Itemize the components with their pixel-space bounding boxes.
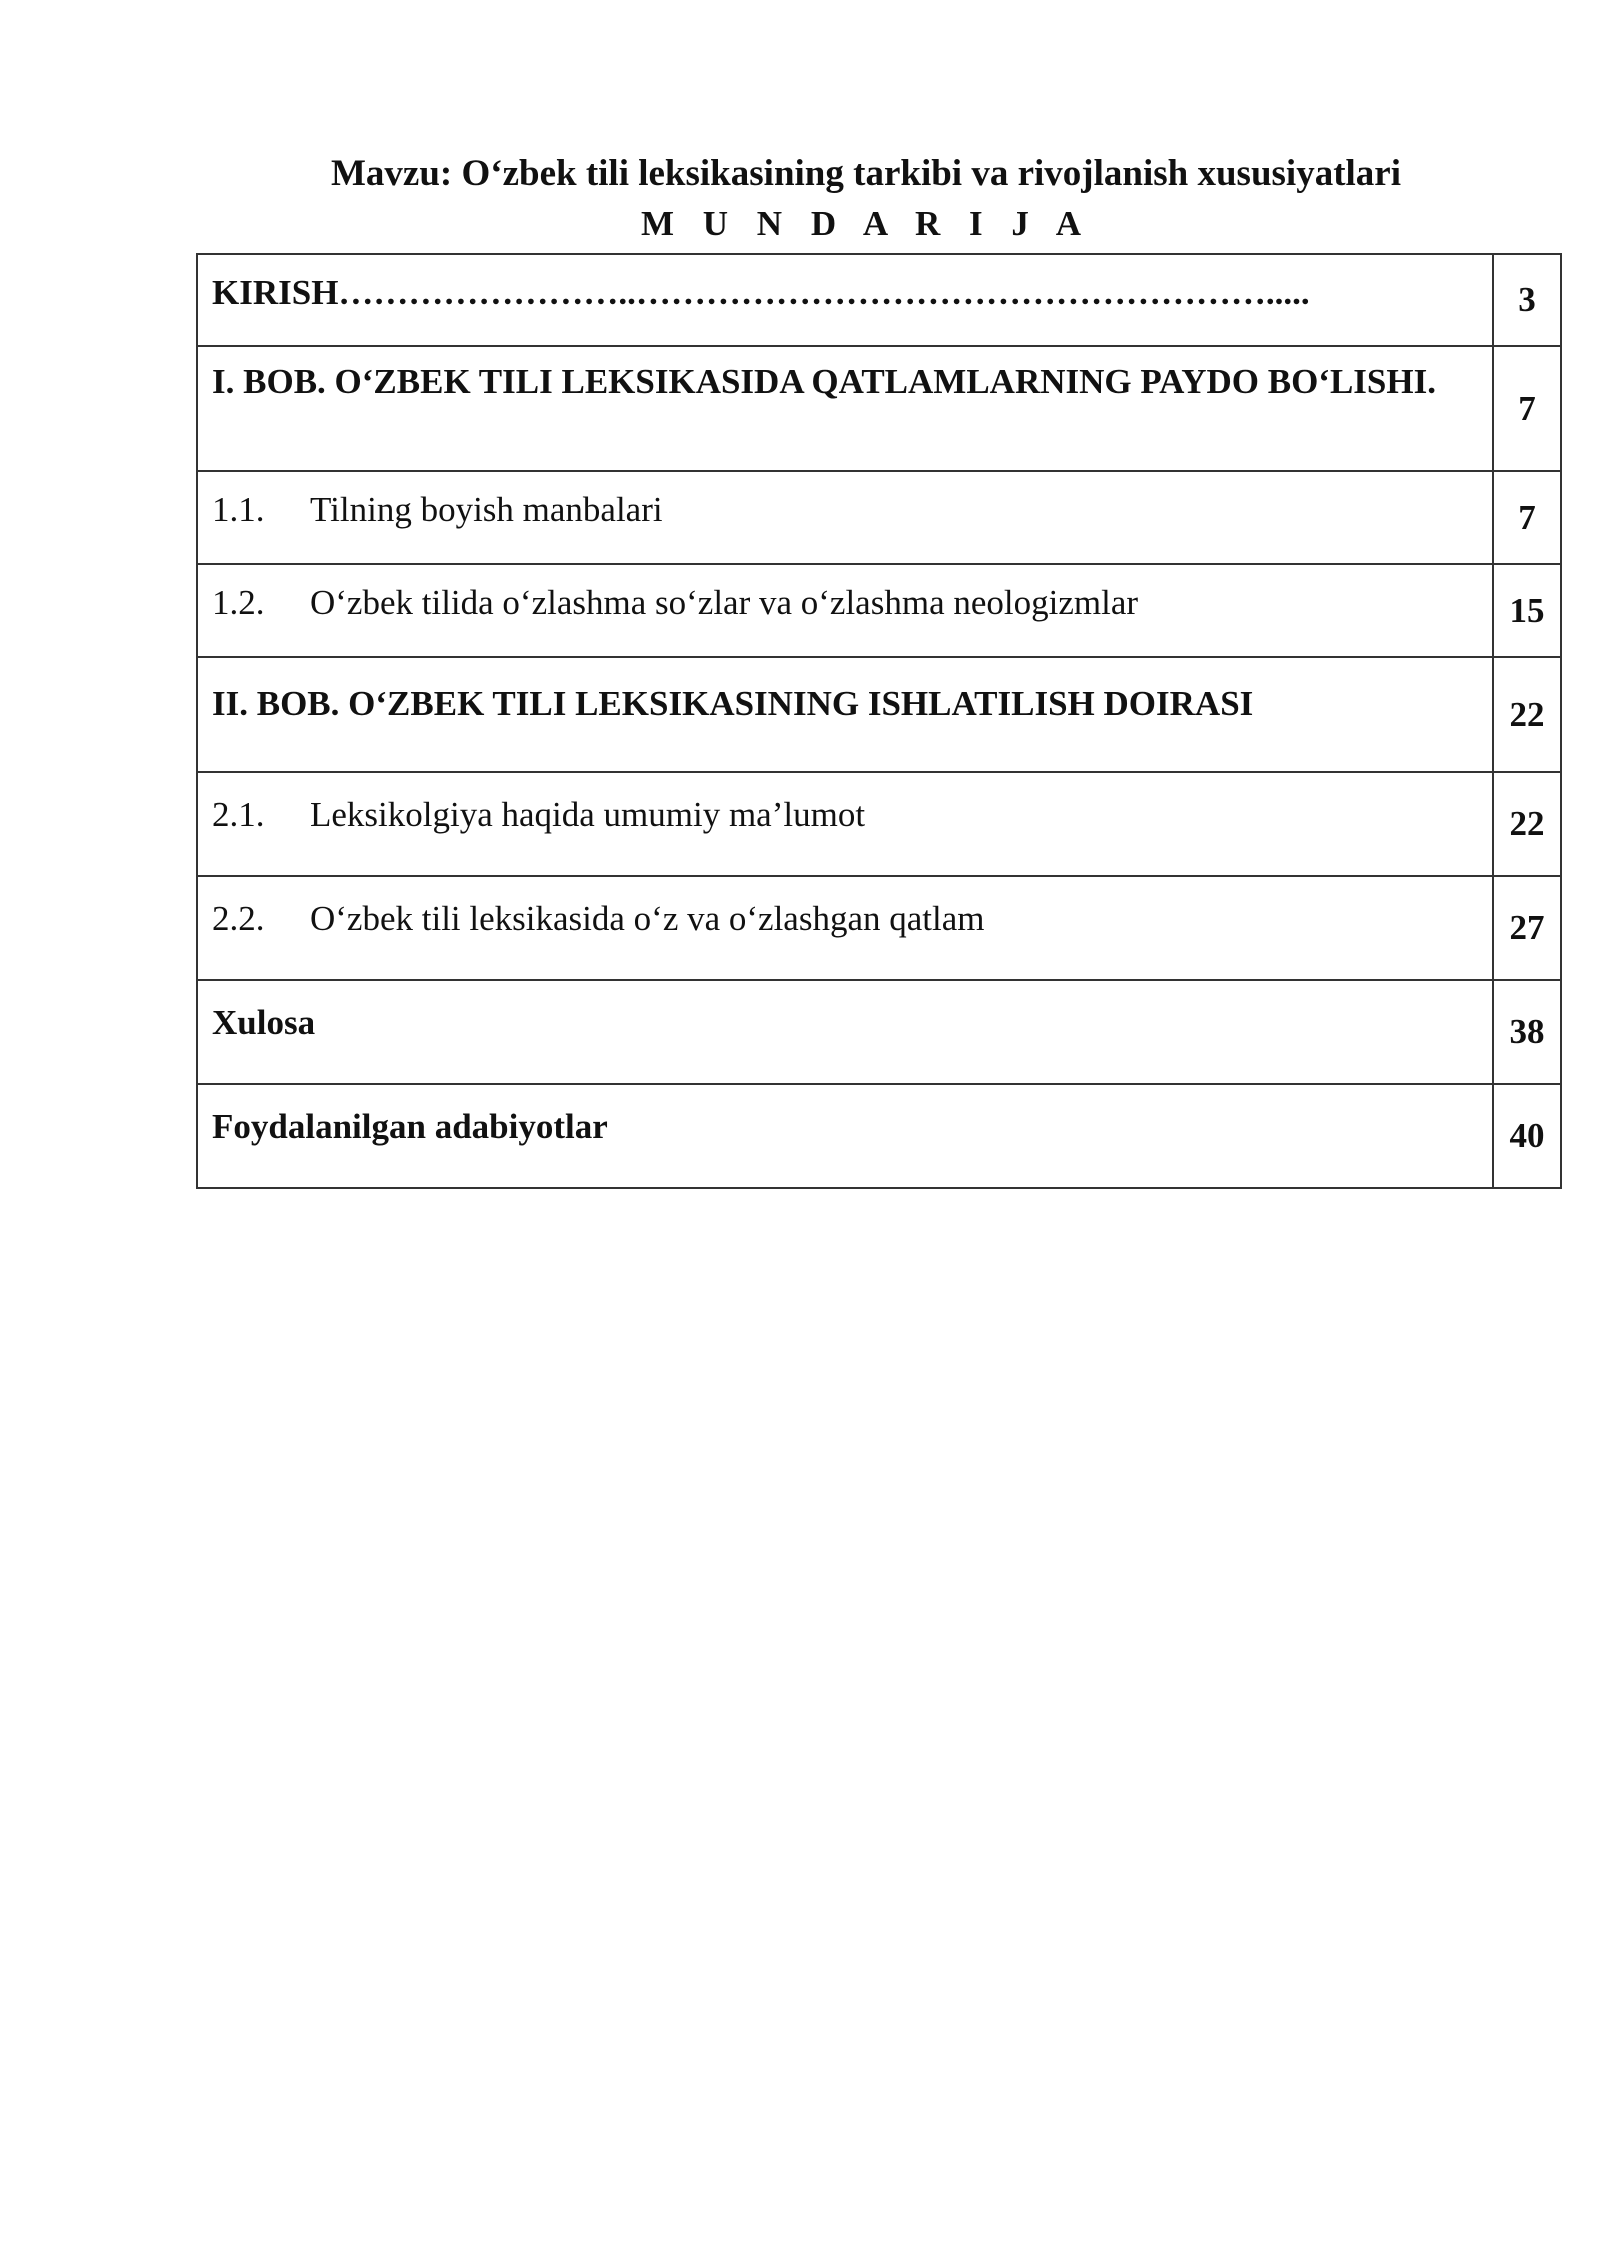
document-title: Mavzu: O‘zbek tili leksikasining tarkibi va rivojlanish xususiyatlari [330, 153, 1402, 194]
toc-row-section-2-2 [197, 876, 1561, 980]
toc-entry-label: O‘zbek tili leksikasida o‘z va o‘zlashgan qatlam [310, 899, 985, 938]
toc-row-conclusion [197, 980, 1561, 1084]
toc-entry-label: I. BOB. O‘ZBEK TILI LEKSIKASIDA QATLAMLARNING PAYDO BO‘LISHI. [197, 346, 1493, 471]
toc-section-number: 1.1. [212, 490, 265, 529]
toc-entry-label: Xulosa [197, 980, 1493, 1084]
toc-row-section-2-1 [197, 772, 1561, 876]
toc-row-chapter-2 [197, 657, 1561, 772]
toc-entry-label: O‘zbek tilida o‘zlashma so‘zlar va o‘zlashma neologizmlar [310, 583, 1139, 622]
toc-page-number: 40 [1493, 1084, 1561, 1188]
toc-entry [197, 772, 1493, 876]
toc-row-introduction [197, 254, 1561, 346]
toc-entry [197, 876, 1493, 980]
toc-entry [197, 564, 1493, 657]
toc-row-references [197, 1084, 1561, 1188]
toc-page-number: 38 [1493, 980, 1561, 1084]
toc-entry-label: KIRISH……………………..………………………………………………..... [197, 254, 1493, 346]
toc-page-number: 22 [1493, 657, 1561, 772]
toc-entry-label: II. BOB. O‘ZBEK TILI LEKSIKASINING ISHLATILISH DOIRASI [197, 657, 1493, 772]
toc-row-section-1-2 [197, 564, 1561, 657]
toc-page-number: 7 [1493, 471, 1561, 564]
table-of-contents-heading: M U N D A R I J A [640, 204, 1092, 243]
toc-page-number: 15 [1493, 564, 1561, 657]
toc-page-number: 7 [1493, 346, 1561, 471]
toc-page-number: 22 [1493, 772, 1561, 876]
toc-page-number: 27 [1493, 876, 1561, 980]
toc-section-number: 1.2. [212, 583, 265, 622]
toc-entry-label: Foydalanilgan adabiyotlar [197, 1084, 1493, 1188]
toc-section-number: 2.1. [212, 795, 265, 834]
toc-section-number: 2.2. [212, 899, 265, 938]
toc-entry-label: Leksikolgiya haqida umumiy ma’lumot [310, 795, 866, 834]
toc-page-number: 3 [1493, 254, 1561, 346]
table-of-contents [196, 253, 1562, 1189]
toc-row-section-1-1 [197, 471, 1561, 564]
toc-entry-label: Tilning boyish manbalari [310, 490, 663, 529]
toc-entry [197, 471, 1493, 564]
toc-row-chapter-1 [197, 346, 1561, 471]
